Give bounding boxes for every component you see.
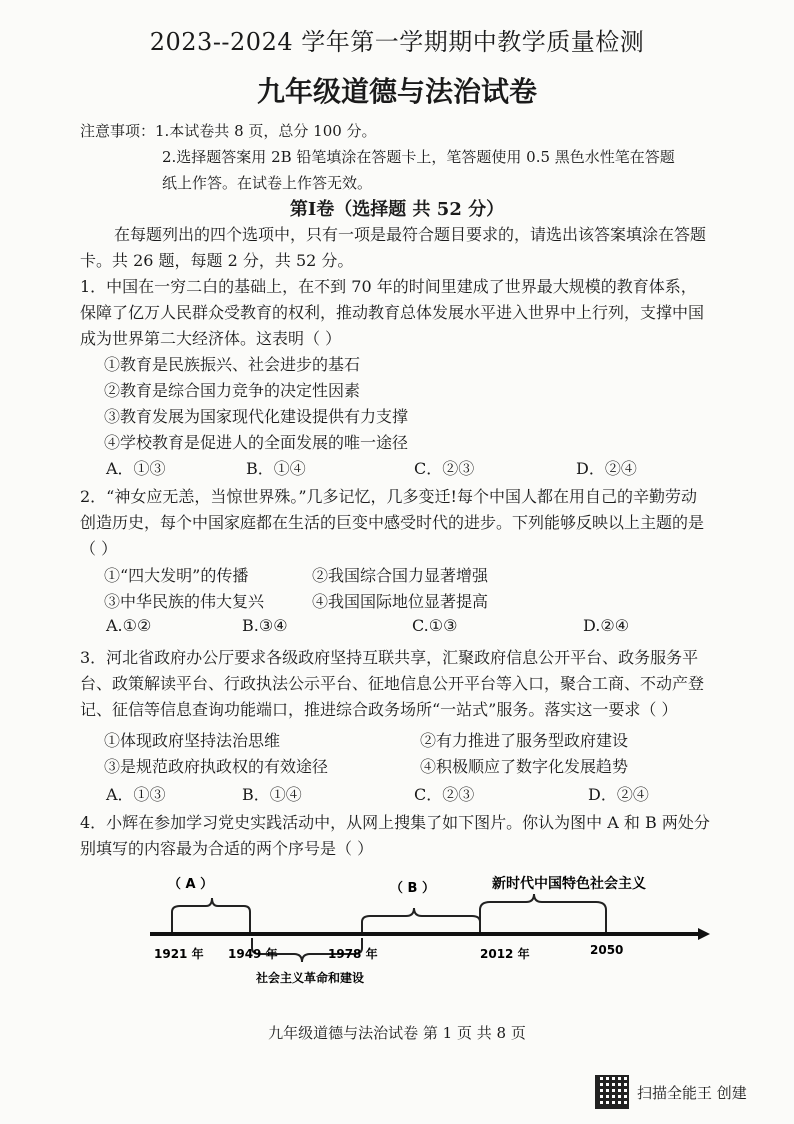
notes-line-1: 注意事项：1.本试卷共 8 页，总分 100 分。 (80, 122, 377, 140)
q2-statement-1: ①“四大发明”的传播 (104, 566, 249, 585)
q2-statement-4: ④我国国际地位显著提高 (312, 592, 489, 611)
q3-statement-1: ①体现政府坚持法治思维 (104, 731, 281, 750)
q3-statement-4: ④积极顺应了数字化发展趋势 (420, 757, 629, 776)
q2-line-3: （ ） (80, 539, 118, 558)
year-2012: 2012 年 (480, 947, 530, 961)
q1-statement-3: ③教育发展为国家现代化建设提供有力支撑 (104, 407, 409, 426)
q3-option-d: D．②④ (588, 785, 649, 804)
q1-option-c: C．②③ (414, 459, 475, 478)
year-1921: 1921 年 (154, 947, 204, 961)
timeline-label-a: （ A ） (168, 877, 214, 892)
section-intro-1: 在每题列出的四个选项中，只有一项是最符合题目要求的，请选出该答案填涂在答题 (114, 225, 707, 244)
exam-subtitle: 九年级道德与法治试卷 (256, 75, 537, 108)
q1-option-a: A．①③ (106, 459, 166, 478)
q3-statement-3: ③是规范政府执政权的有效途径 (104, 757, 329, 776)
q1-line-2: 保障了亿万人民群众受教育的权利，推动教育总体发展水平进入世界中上行列，支撑中国 (80, 303, 705, 322)
q3-line-3: 记、征信等信息查询功能端口，推进综合政务场所“一站式”服务。落实这一要求（ ） (80, 700, 678, 719)
q1-statement-4: ④学校教育是促进人的全面发展的唯一途径 (104, 433, 409, 452)
timeline-label-new-era: 新时代中国特色社会主义 (492, 876, 646, 892)
brace-new-era (480, 894, 606, 932)
q1-line-3: 成为世界第二大经济体。这表明（ ） (80, 329, 342, 348)
section-title: 第Ⅰ卷（选择题 共 52 分） (289, 199, 505, 220)
qr-code-icon (595, 1075, 629, 1109)
q2-line-1: 2．“神女应无恙，当惊世界殊。”几多记忆，几多变迁!每个中国人都在用自己的辛勤劳动 (80, 487, 697, 506)
q2-line-2: 创造历史，每个中国家庭都在生活的巨变中感受时代的进步。下列能够反映以上主题的是 (80, 513, 705, 532)
year-1978: 1978 年 (328, 947, 378, 961)
q2-statement-3: ③中华民族的伟大复兴 (104, 592, 265, 611)
q3-option-c: C．②③ (414, 785, 475, 804)
history-timeline (150, 868, 710, 998)
brace-b (362, 908, 480, 932)
q3-option-b: B．①④ (242, 785, 302, 804)
q3-line-2: 台、政策解读平台、行政执法公示平台、征地信息公开平台等入口，聚合工商、不动产登 (80, 674, 705, 693)
year-1949: 1949 年 (228, 947, 278, 961)
q2-statement-2: ②我国综合国力显著增强 (312, 566, 489, 585)
brace-a (172, 898, 250, 932)
q4-line-2: 别填写的内容最为合适的两个序号是（ ） (80, 839, 374, 858)
q2-option-b: B.③④ (242, 616, 288, 635)
year-2050: 2050 (590, 943, 624, 957)
page-footer: 九年级道德与法治试卷 第 1 页 共 8 页 (268, 1024, 526, 1042)
q1-statement-2: ②教育是综合国力竞争的决定性因素 (104, 381, 361, 400)
q2-option-a: A.①② (106, 616, 152, 635)
timeline-label-socialist: 社会主义革命和建设 (256, 971, 365, 985)
q1-statement-1: ①教育是民族振兴、社会进步的基石 (104, 355, 361, 374)
timeline-arrow (698, 928, 710, 940)
q4-line-1: 4．小辉在参加学习党史实践活动中，从网上搜集了如下图片。你认为图中 A 和 B 两处分 (80, 813, 710, 832)
q1-line-1: 1．中国在一穷二白的基础上，在不到 70 年的时间里建成了世界最大规模的教育体系， (80, 277, 697, 296)
notes-line-2: 2.选择题答案用 2B 铅笔填涂在答题卡上，笔答题使用 0.5 黑色水性笔在答题 (162, 148, 675, 166)
notes-line-3: 纸上作答。在试卷上作答无效。 (162, 174, 373, 192)
q3-line-1: 3．河北省政府办公厅要求各级政府坚持互联共享，汇聚政府信息公开平台、政务服务平 (80, 648, 699, 667)
section-intro-2: 卡。共 26 题，每题 2 分，共 52 分。 (80, 251, 354, 270)
q1-option-d: D．②④ (576, 459, 637, 478)
exam-title: 2023--2024 学年第一学期期中教学质量检测 (149, 28, 645, 56)
scanner-watermark (595, 1074, 747, 1110)
q1-option-b: B．①④ (246, 459, 306, 478)
q3-statement-2: ②有力推进了服务型政府建设 (420, 731, 629, 750)
timeline-label-b: （ B ） (390, 881, 435, 896)
q3-option-a: A．①③ (106, 785, 166, 804)
q2-option-d: D.②④ (583, 616, 630, 635)
scanner-label: 扫描全能王 创建 (637, 1083, 747, 1102)
q2-option-c: C.①③ (412, 616, 458, 635)
